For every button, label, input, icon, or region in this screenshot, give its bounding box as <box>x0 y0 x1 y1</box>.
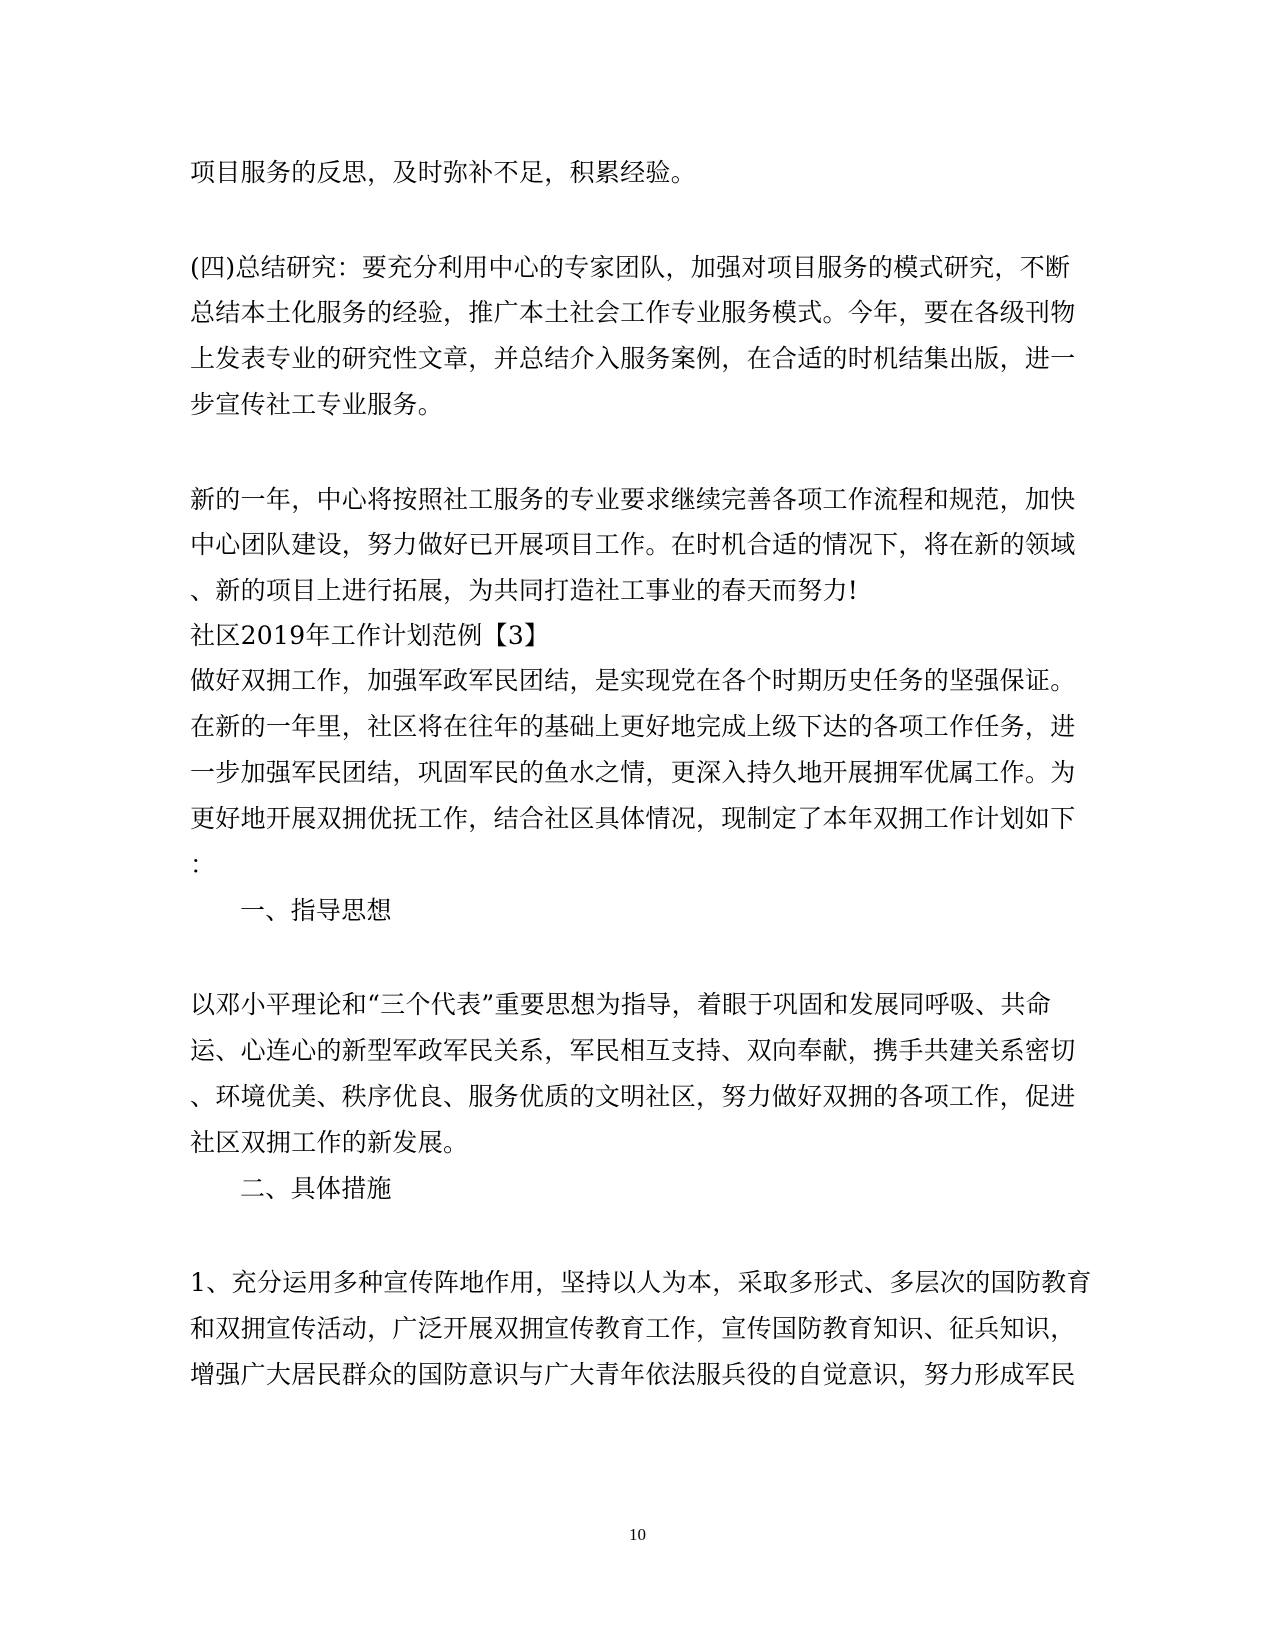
text-line: 上发表专业的研究性文章，并总结介入服务案例，在合适的时机结集出版，进一 <box>190 344 1076 373</box>
text-line: 项目服务的反思，及时弥补不足，积累经验。 <box>190 158 697 187</box>
text-line: 、新的项目上进行拓展，为共同打造社工事业的春天而努力! <box>190 576 859 605</box>
text-line: 增强广大居民群众的国防意识与广大青年依法服兵役的自觉意识，努力形成军民 <box>190 1360 1076 1389</box>
text-line: 、环境优美、秩序优良、服务优质的文明社区，努力做好双拥的各项工作，促进 <box>190 1082 1076 1111</box>
text-line: 更好地开展双拥优抚工作，结合社区具体情况，现制定了本年双拥工作计划如下 <box>190 804 1076 833</box>
text-line: 和双拥宣传活动，广泛开展双拥宣传教育工作，宣传国防教育知识、征兵知识， <box>190 1314 1076 1343</box>
text-line: ： <box>190 850 216 879</box>
section-heading: 社区2019年工作计划范例【3】 <box>190 621 550 650</box>
text-line: 运、心连心的新型军政军民关系，军民相互支持、双向奉献，携手共建关系密切 <box>190 1036 1076 1065</box>
text-line: 1、充分运用多种宣传阵地作用，坚持以人为本，采取多形式、多层次的国防教育 <box>190 1268 1092 1297</box>
text-line: 以邓小平理论和“三个代表”重要思想为指导，着眼于巩固和发展同呼吸、共命 <box>190 990 1052 1019</box>
text-line: 总结本土化服务的经验，推广本土社会工作专业服务模式。今年，要在各级刊物 <box>190 298 1076 327</box>
text-line: (四)总结研究：要充分利用中心的专家团队，加强对项目服务的模式研究，不断 <box>190 253 1071 282</box>
text-line: 社区双拥工作的新发展。 <box>190 1128 469 1157</box>
text-line: 一步加强军民团结，巩固军民的鱼水之情，更深入持久地开展拥军优属工作。为 <box>190 758 1076 787</box>
text-line: 新的一年，中心将按照社工服务的专业要求继续完善各项工作流程和规范，加快 <box>190 485 1076 514</box>
text-line: 中心团队建设，努力做好已开展项目工作。在时机合适的情况下，将在新的领域 <box>190 530 1076 559</box>
page-number: 10 <box>629 1525 646 1544</box>
text-line: 做好双拥工作，加强军政军民团结，是实现党在各个时期历史任务的坚强保证。 <box>190 666 1076 695</box>
subheading-measures: 二、具体措施 <box>240 1174 392 1203</box>
text-line: 步宣传社工专业服务。 <box>190 390 444 419</box>
text-line: 在新的一年里，社区将在往年的基础上更好地完成上级下达的各项工作任务，进 <box>190 712 1076 741</box>
subheading-guiding-thought: 一、指导思想 <box>240 896 392 925</box>
